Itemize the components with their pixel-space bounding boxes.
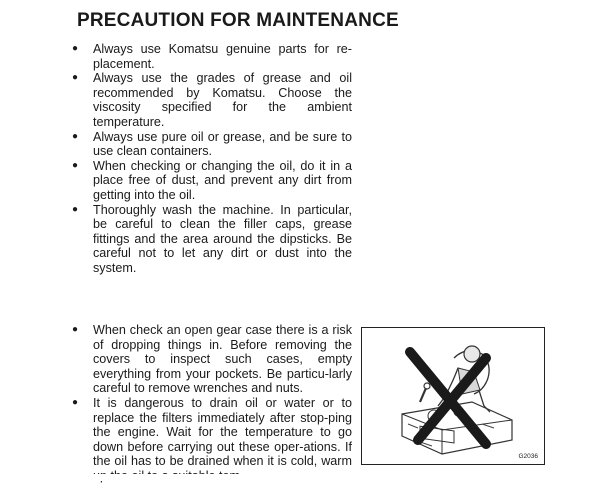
- precaution-list-top: [72, 42, 352, 276]
- list-item: ● When checking or changing the oil, do it in a place free of dust, and prevent any dirt from getting into the oil.: [72, 159, 352, 203]
- list-item: ● Always use pure oil or grease, and be sure to use clean containers.: [72, 130, 352, 159]
- list-item: ● Always use the grades of grease and oil recommended by Komatsu. Choose the viscosity specified for the ambient temperature.: [72, 71, 352, 129]
- precaution-list-bottom: [72, 323, 352, 484]
- page-title: PRECAUTION FOR MAINTENANCE: [77, 10, 399, 31]
- list-item: ● It is dangerous to drain oil or water or to replace the filters immediately after stop-ping the engine. Wait for the temperature to go down before carrying out these oper-ations. If the oil has to be drained when it is cold, warm: [72, 396, 352, 484]
- list-item: ● Thoroughly wash the machine. In particular, be careful to clean the filler caps, grease fittings and the area around the dipsticks. Be careful not to let any dirt or dust into the system.: [72, 203, 352, 276]
- figure-code: G2036: [518, 453, 538, 460]
- page-cutoff: [0, 474, 600, 481]
- prohibited-action-figure: [361, 327, 545, 465]
- list-item: ● Always use Komatsu genuine parts for re-placement.: [72, 42, 352, 71]
- gear-case-illustration: [362, 328, 545, 465]
- list-item: ● When check an open gear case there is a risk of dropping things in. Before removing the covers to inspect such cases, empty everything from your pockets. Be particu-larly careful to remove wrenches and nuts.: [72, 323, 352, 396]
